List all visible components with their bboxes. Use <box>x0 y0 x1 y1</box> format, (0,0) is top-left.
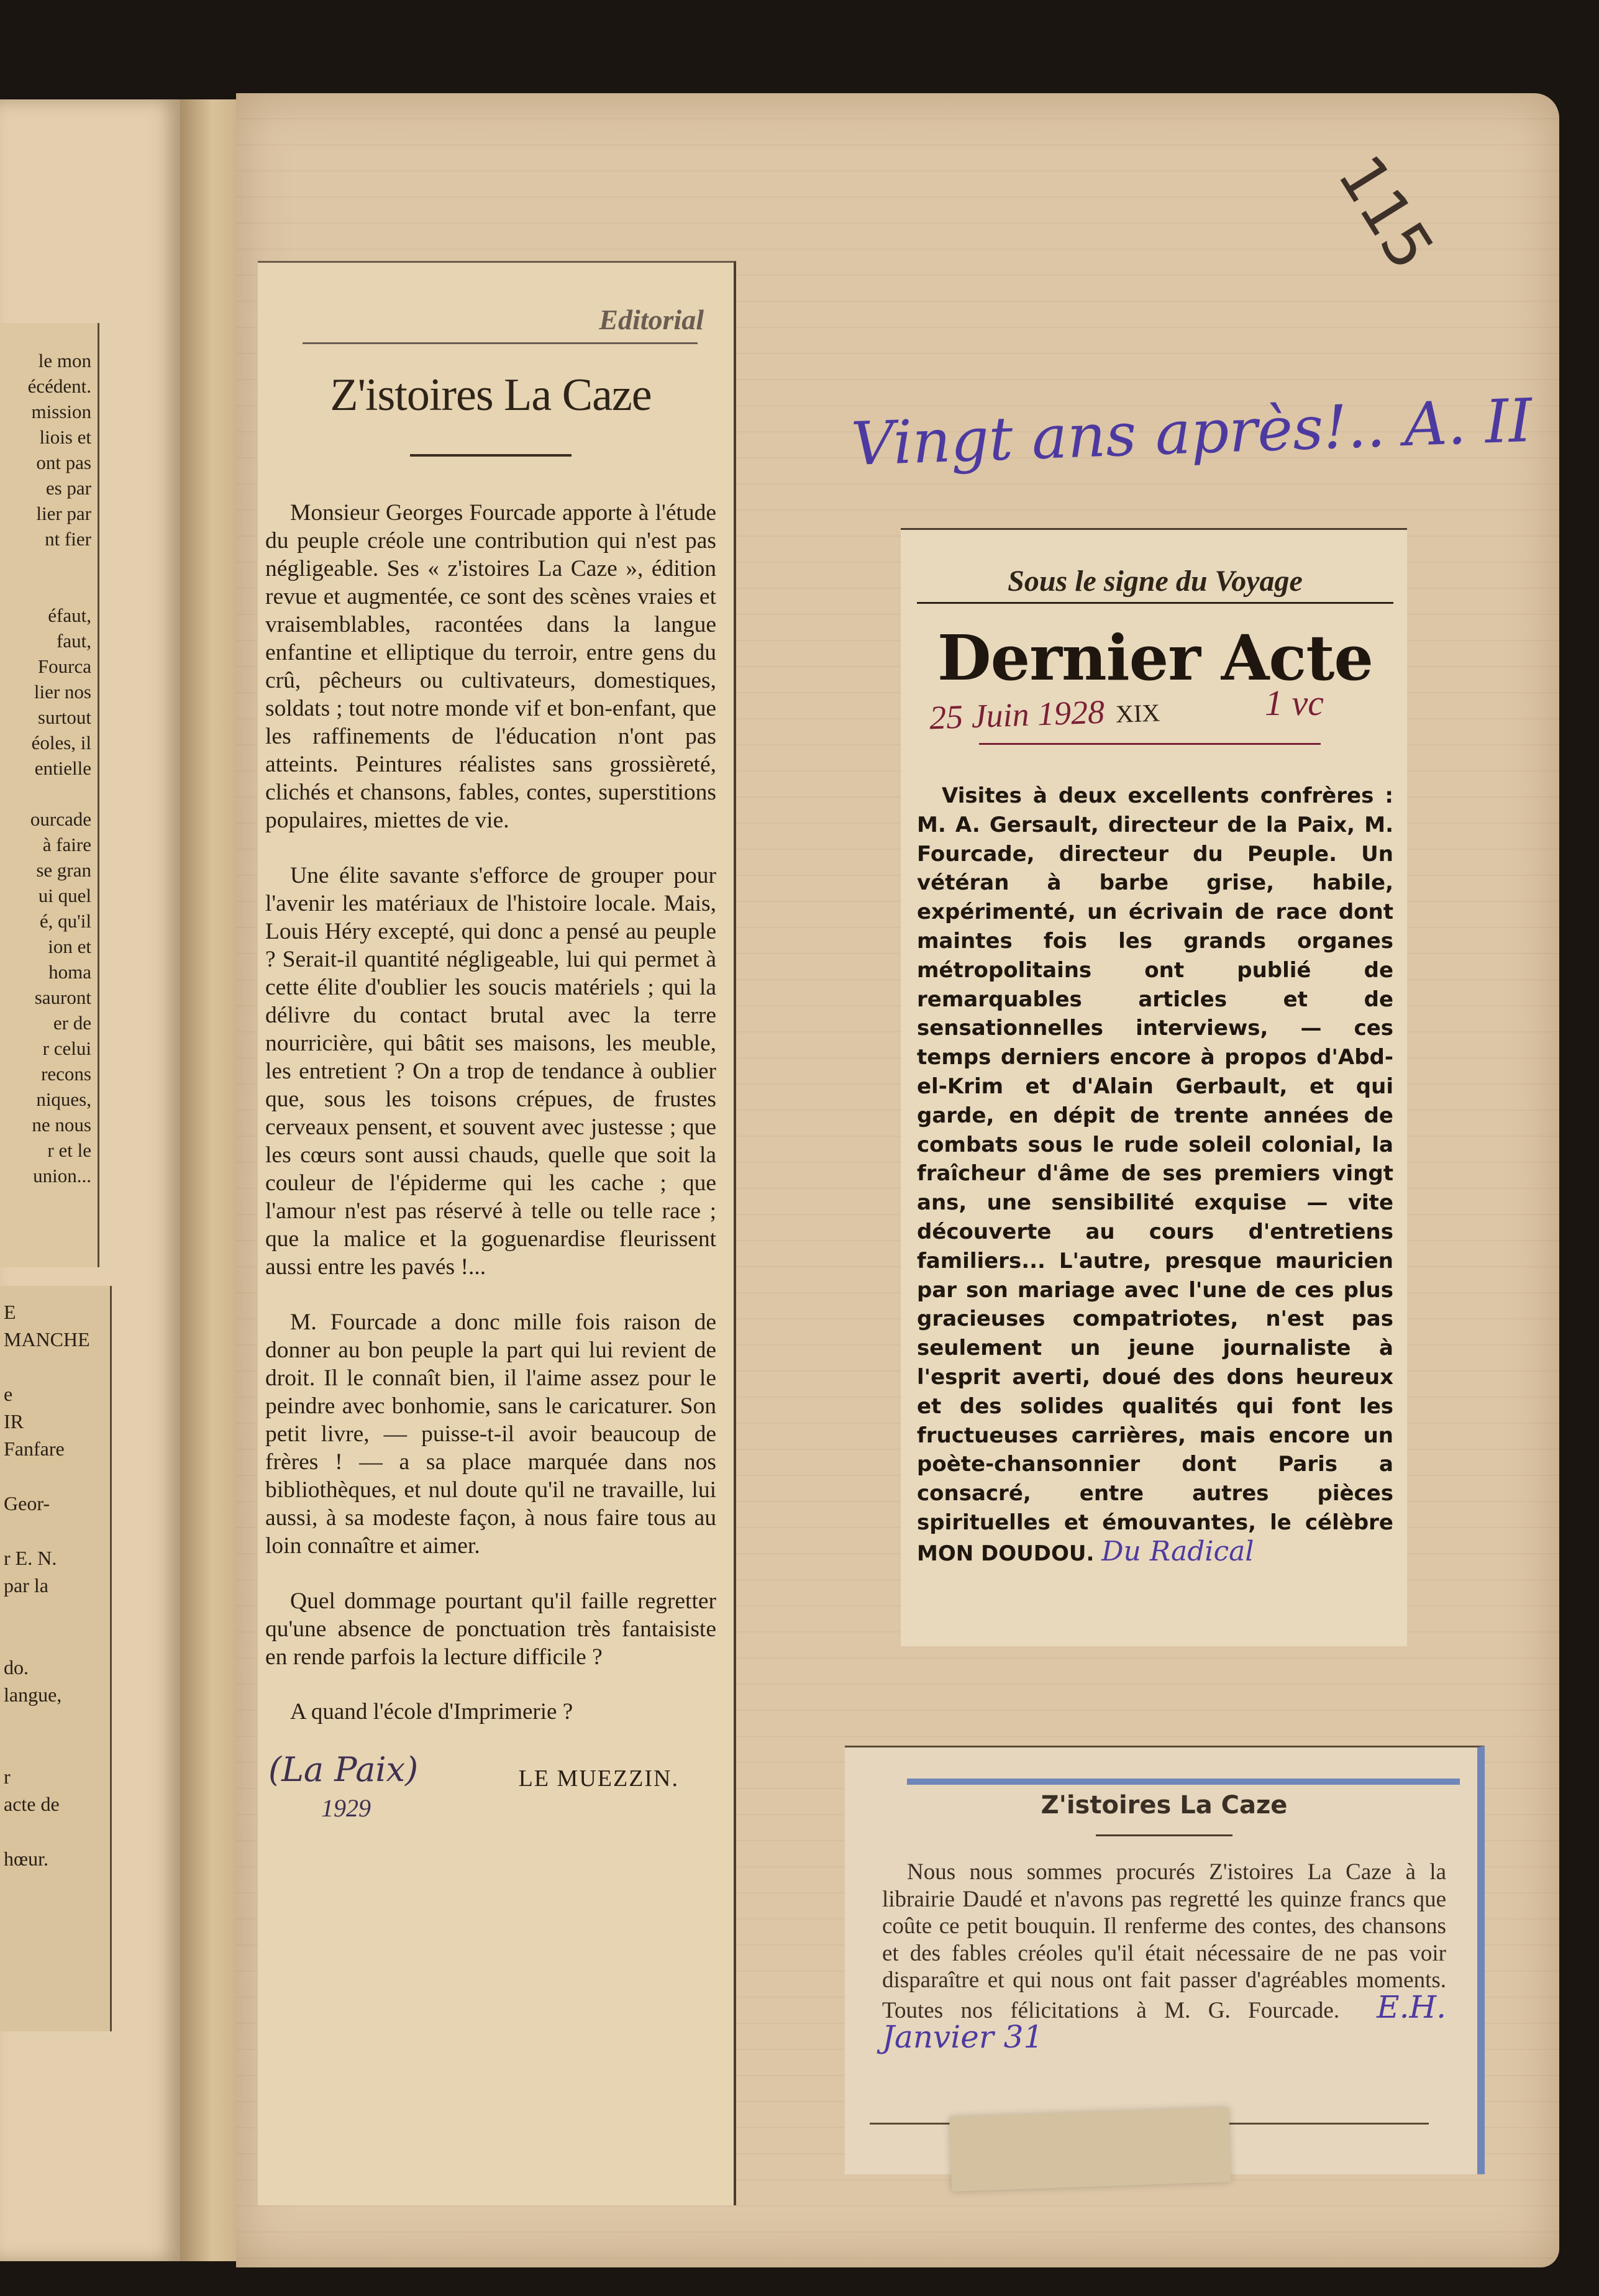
left-clip-top-line: homa <box>48 961 91 983</box>
caze-small-separator <box>1096 1834 1232 1836</box>
editorial-author: LE MUEZZIN. <box>518 1765 679 1792</box>
editorial-handwritten-year: 1929 <box>321 1794 371 1822</box>
left-clip-bottom-line: r E. N. <box>4 1547 57 1569</box>
caze-small-title: Z'istoires La Caze <box>1041 1791 1288 1820</box>
left-clip-bottom-line: Fanfare <box>4 1437 65 1460</box>
left-clip-bottom-line: do. <box>4 1656 29 1679</box>
left-clip-top-line: surtout <box>37 706 91 728</box>
editorial-kicker-rule <box>303 342 698 344</box>
left-clip-bottom-line <box>4 1708 110 1736</box>
voyage-handwritten-date <box>929 691 1160 737</box>
caze-small-body-text: Nous nous sommes procurés Z'istoires La Caze à la librairie Daudé et n'avons pas regretté les quinze francs que coûte ce petit bouquin. Il renferme des contes, des chansons et des fables créoles qu'il était nécessaire de ne pas voir disparaître et qui nous ont fait passer d'agréables moments. Toutes nos félicitations à M. G. Fourcade. <box>882 1859 1446 2023</box>
voyage-title: Dernier Acte <box>937 621 1374 695</box>
left-clip-top-line: é, qu'il <box>39 910 91 932</box>
left-clip-bottom-line <box>4 1517 110 1544</box>
voyage-date-underline <box>979 743 1321 745</box>
left-clip-top-line: mission <box>31 401 91 422</box>
left-clip-top-line: er de <box>53 1012 91 1034</box>
blue-pencil-line <box>907 1779 1460 1785</box>
left-clip-top-line: entielle <box>34 757 91 779</box>
voyage-body <box>917 781 1393 1569</box>
page-number: 115 <box>1323 143 1449 282</box>
voyage-handwritten-annotation: 1 vc <box>1265 683 1324 723</box>
left-clip-bottom-line: langue, <box>4 1683 62 1706</box>
editorial-paragraph-3: M. Fourcade a donc mille fois raison de donner au bon peuple la part qui lui revient de droit. Il le connaît bien, il l'aime assez pour le peindre avec bonhomie, sans le caricaturer. Son petit livre, — puisse-t-il avoir beaucoup de frères ! — a sa place marquée dans nos bibliothèques, et nul doute qu'il ne travaille, lui aussi, à sa modeste façon, à nous faire tous au loin connaître et aimer. <box>265 1310 716 1559</box>
voyage-handwritten-source: Du Radical <box>1101 1535 1254 1567</box>
editorial-paragraph-1: Monsieur Georges Fourcade apporte à l'étude du peuple créole une contribution qui n'est pas négligeable. Ses « z'istoires La Caze », édition revue et augmentée, ce sont des scènes vraies et vraisemblables, racontées dans la langue enfantine et elliptique du terroir, entre gens du crû, pêcheurs ou cultivateurs, domestiques, soldats ; tout notre monde vif et bon-enfant, que les raffinements de l'éducation n'ont pas atteints. Peintures réalistes sans grossièreté, clichés et chansons, fables, contes, superstitions populaires, miettes de vie. <box>265 500 716 833</box>
left-clip-top-line: nt fier <box>45 528 91 550</box>
left-clip-top-line: à faire <box>42 834 91 855</box>
left-clip-top-line: niques, <box>36 1088 91 1110</box>
left-clipping-bottom <box>0 1286 112 2031</box>
left-clip-bottom-line <box>4 1818 110 1845</box>
left-clip-top-line: Fourca <box>37 655 91 677</box>
left-clip-top-line: ne nous <box>32 1114 91 1136</box>
left-clip-bottom-line <box>4 1353 110 1380</box>
left-clip-bottom-line <box>4 1736 110 1763</box>
voyage-kicker: Sous le signe du Voyage <box>1008 565 1303 598</box>
left-clip-bottom-line: E <box>4 1301 16 1323</box>
voyage-date-series: XIX <box>1115 698 1160 728</box>
left-clip-bottom-line: r <box>4 1765 11 1788</box>
left-clip-bottom-line <box>4 1462 110 1490</box>
left-clip-top-line: éoles, il <box>31 732 91 754</box>
left-clip-bottom-line <box>4 1626 110 1654</box>
left-clip-top-line: r celui <box>42 1037 91 1059</box>
left-clip-top-line: liois et <box>39 426 91 448</box>
left-clip-bottom-line: e <box>4 1383 13 1405</box>
editorial-handwritten-source: (La Paix) <box>268 1750 419 1789</box>
left-clip-top-line: ont pas <box>36 452 91 473</box>
left-clip-bottom-line: IR <box>4 1410 24 1433</box>
left-clip-bottom-line: par la <box>4 1574 48 1597</box>
left-clip-bottom-line: acte de <box>4 1793 60 1815</box>
left-clip-top-line: se gran <box>36 859 91 881</box>
left-clip-top-line: recons <box>41 1063 91 1085</box>
left-clip-bottom-line <box>4 1599 110 1626</box>
editorial-paragraph-4: Quel dommage pourtant qu'il faille regretter qu'une absence de ponctuation très fantaisiste en rende parfois la lecture difficile ? <box>265 1588 716 1670</box>
left-clip-top-line <box>0 577 91 603</box>
left-clip-top-line: ui quel <box>38 885 91 906</box>
voyage-date-row <box>917 683 1393 750</box>
left-clip-top-line: union... <box>33 1165 91 1187</box>
editorial-separator <box>410 454 572 457</box>
left-clipping-top <box>0 323 99 1267</box>
left-clip-top-line: ourcade <box>30 808 91 830</box>
left-clip-top-line <box>0 552 91 577</box>
left-clip-top-line: es par <box>45 477 91 499</box>
editorial-paragraph-2: Une élite savante s'efforce de grouper pour l'avenir les matériaux de l'histoire locale. Mais, Louis Héry excepté, qui donc a pensé au peuple ? Serait-il quantité négligeable, lui qui permet à cette élite d'oublier les soucis matériels ; qui la délivre du contact brutal avec la terre nourricière, qui bâtit ses maisons, les meuble, les entretient ? On a trop de tendance à oublier que, sous les toisons crépues, de frustes cerveaux pensent, et souvent avec justesse ; que les cœurs sont aussi chauds, quelle que soit la couleur de l'épiderme qui les cache ; que l'amour n'est pas réservé à telle ou telle race ; que la malice et la goguenardise fleurissent aussi entre les pavés !... <box>265 863 716 1280</box>
left-clip-top-line: lier par <box>36 503 91 524</box>
left-clip-top-line: ion et <box>48 936 91 957</box>
editorial-kicker: Editorial <box>599 304 704 335</box>
torn-paper-flap <box>949 2107 1231 2192</box>
voyage-kicker-rule <box>917 602 1393 604</box>
left-clip-top-line <box>0 781 91 806</box>
left-clip-bottom-line: MANCHE <box>4 1328 90 1351</box>
voyage-clipping <box>901 528 1407 1646</box>
left-clip-top-line: sauront <box>34 986 91 1008</box>
left-clip-bottom-line: Geor- <box>4 1492 50 1515</box>
editorial-signature-row <box>265 1750 716 1824</box>
left-clip-top-line: lier nos <box>34 681 91 703</box>
caze-small-body <box>882 1859 1446 2054</box>
left-clip-top-line: faut, <box>57 630 91 652</box>
voyage-date-text: 25 Juin 1928 <box>929 693 1105 737</box>
editorial-closing-question: A quand l'école d'Imprimerie ? <box>290 1699 573 1724</box>
editorial-clipping <box>258 261 736 2205</box>
left-clip-top-line: le mon <box>38 350 91 371</box>
left-clip-top-line: écédent. <box>27 375 91 397</box>
left-clip-top-line: éfaut, <box>48 604 91 626</box>
editorial-title: Z'istoires La Caze <box>330 370 652 421</box>
left-clip-top-line: r et le <box>47 1139 91 1161</box>
handwritten-header: Vingt ans après!.. A. II <box>850 385 1534 480</box>
caze-small-handwritten-annotation: E.H. Janvier 31 <box>882 1988 1446 2055</box>
voyage-body-text: Visites à deux excellents confrères : M. A. Gersault, directeur de la Paix, M. Fourcade, directeur du Peuple. Un vétéran à barbe grise, habile, expérimenté, un écrivain de race dont maintes fois les grands organes métropolitains ont publié de remarquables articles et de sensationnelles interviews, — ces temps derniers encore à propos d'Abd-el-Krim et d'Alain Gerbault, et qui garde, en dépit de trente années de combats sous le rude soleil colonial, la fraîcheur d'âme de ses premiers vingt ans, une sensibilité exquise — vite découverte au cours d'entretiens familiers... L'autre, presque mauricien par son mariage avec l'une de ces plus gracieuses compatriotes, n'est pas seulement un jeune journaliste à l'esprit averti, doué des dons heureux et des solides qualités qui font les fructueuses carrières, mais encore un poète-chansonnier dont Paris a consacré, entre autres pièces spirituelles et émouvantes, le célèbre MON DOUDOU. <box>917 783 1393 1566</box>
left-clip-bottom-line: hœur. <box>4 1847 48 1870</box>
